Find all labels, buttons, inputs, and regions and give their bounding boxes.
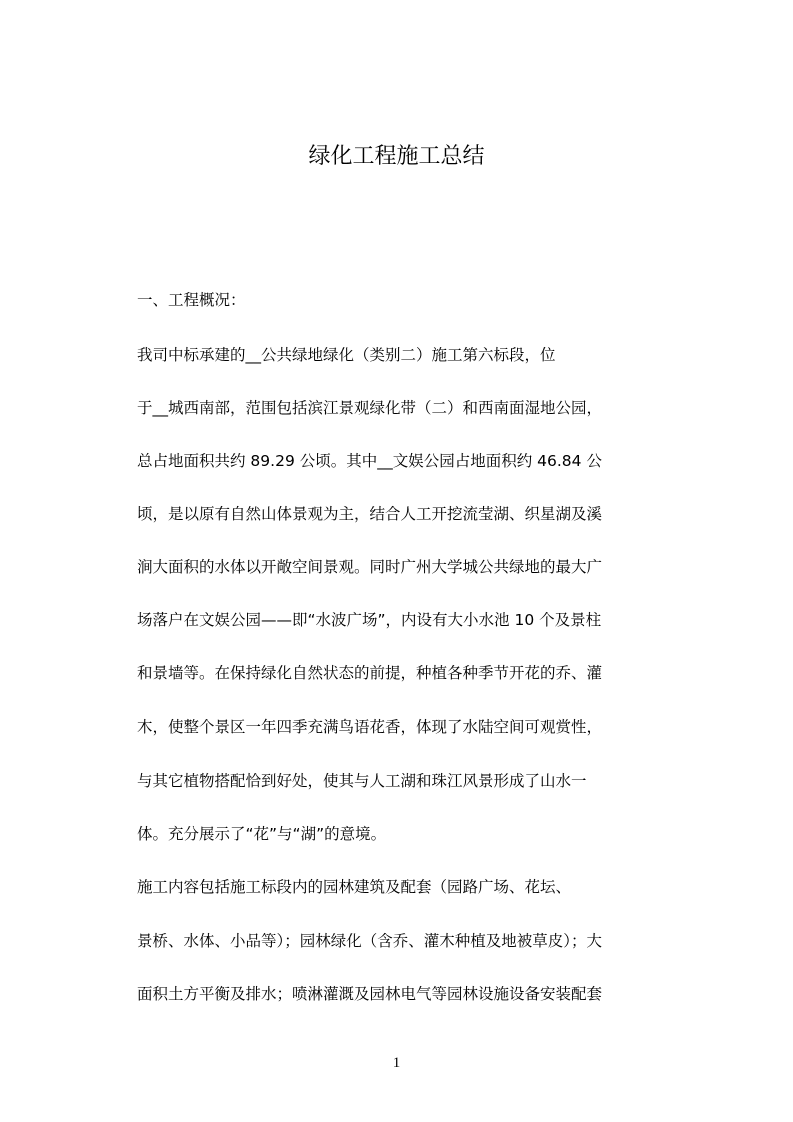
body-line: 木，使整个景区一年四季充满鸟语花香，体现了水陆空间可观赏性，	[137, 718, 603, 736]
body-line: 涧大面积的水体以开敞空间景观。同时广州大学城公共绿地的最大广	[137, 558, 603, 576]
body-line: 总占地面积共约 89.29 公顷。其中__文娱公园占地面积约 46.84 公	[137, 452, 602, 470]
body-line: 场落户在文娱公园——即“水波广场”，内设有大小水池 10 个及景柱	[137, 611, 602, 629]
document-title: 绿化工程施工总结	[308, 144, 485, 169]
body-line: 施工内容包括施工标段内的园林建筑及配套（园路广场、花坛、	[137, 878, 572, 896]
body-line: 顷，是以原有自然山体景观为主，结合人工开挖流莹湖、织星湖及溪	[137, 505, 603, 523]
body-line: 与其它植物搭配恰到好处，使其与人工湖和珠江风景形成了山水一	[137, 772, 587, 790]
page-number: 1	[392, 1055, 401, 1071]
body-line: 和景墙等。在保持绿化自然状态的前提，种植各种季节开花的乔、灌	[137, 664, 603, 682]
body-line: 景桥、水体、小品等）；园林绿化（含乔、灌木种植及地被草皮）；大	[137, 932, 603, 950]
body-line: 我司中标承建的__公共绿地绿化（类别二）施工第六标段，位	[137, 346, 556, 364]
body-line: 于__城西南部，范围包括滨江景观绿化带（二）和西南面湿地公园，	[137, 399, 603, 417]
section-heading: 一、工程概况：	[137, 291, 246, 309]
body-line: 体。充分展示了“花”与“湖”的意境。	[137, 825, 387, 843]
body-line: 面积土方平衡及排水；喷淋灌溉及园林电气等园林设施设备安装配套	[137, 985, 603, 1003]
